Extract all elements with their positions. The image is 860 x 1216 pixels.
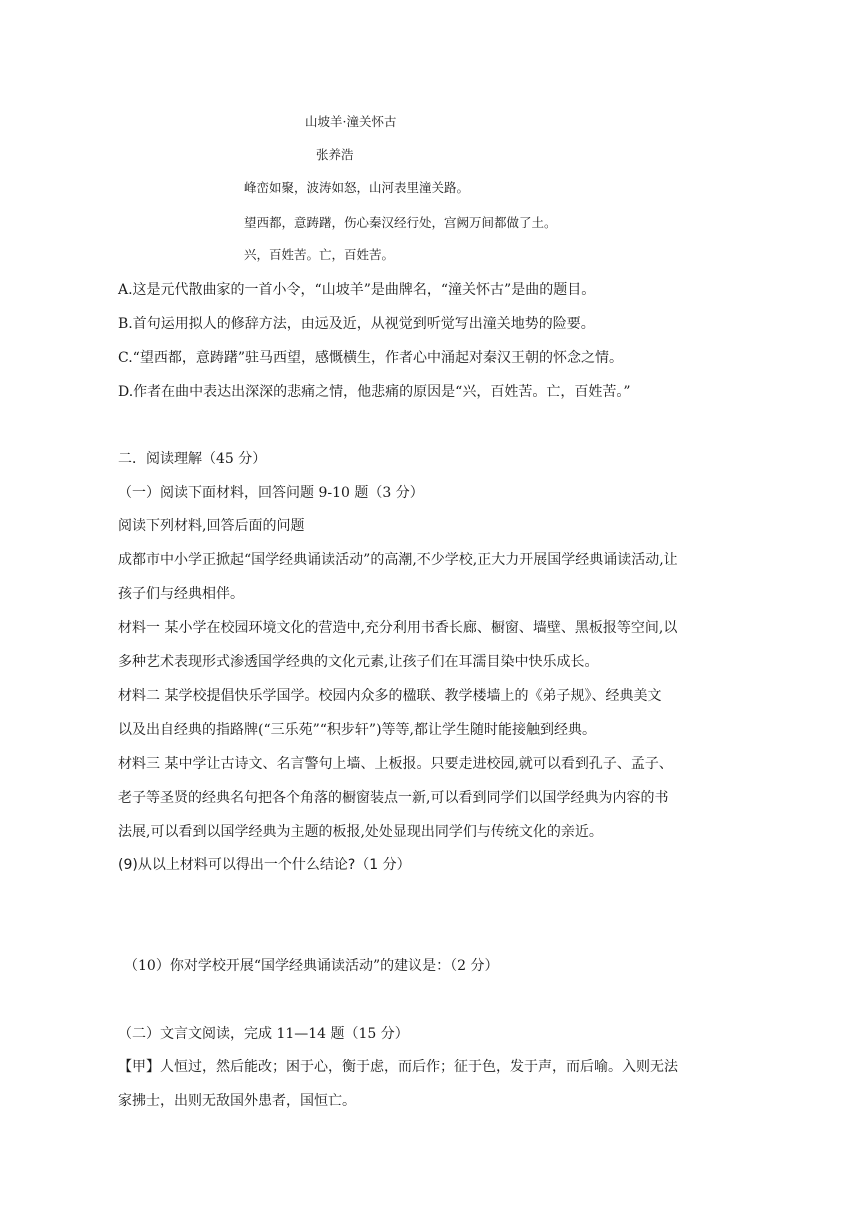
- part1-heading: （一）阅读下面材料，回答问题 9-10 题（3 分）: [118, 485, 424, 501]
- section-heading: 二．阅读理解（45 分）: [118, 451, 267, 467]
- option-a: A.这是元代散曲家的一首小令，“山坡羊”是曲牌名，“潼关怀古”是曲的题目。: [118, 282, 596, 298]
- part2-heading: （二）文言文阅读，完成 11—14 题（15 分）: [118, 1026, 409, 1042]
- material-line: 材料一 某小学在校园环境文化的营造中,充分利用书香长廊、橱窗、墙壁、黑板报等空间,以: [118, 620, 678, 636]
- option-c: C.“望西都，意踌躇”驻马西望，感慨横生，作者心中涌起对秦汉王朝的怀念之情。: [118, 350, 623, 366]
- material-line: 孩子们与经典相伴。: [118, 586, 244, 602]
- material-line: 老子等圣贤的经典名句把各个角落的橱窗装点一新,可以看到同学们以国学经典为内容的书: [118, 790, 669, 806]
- option-b: B.首句运用拟人的修辞方法，由远及近，从视觉到听觉写出潼关地势的险要。: [118, 316, 595, 332]
- poem-author: 张养浩: [316, 147, 354, 162]
- material-line: 以及出自经典的指路牌(“三乐苑”“积步轩”)等等,都让学生随时能接触到经典。: [118, 722, 597, 738]
- poem-line: 峰峦如聚，波涛如怒，山河表里潼关路。: [244, 180, 470, 195]
- question-9: (9)从以上材料可以得出一个什么结论?（1 分）: [118, 857, 411, 873]
- part1-intro: 阅读下列材料,回答后面的问题: [118, 518, 305, 534]
- question-10: （10）你对学校开展“国学经典诵读活动”的建议是：（2 分）: [124, 958, 499, 974]
- poem-title: 山坡羊·潼关怀古: [305, 114, 397, 129]
- material-line: 多种艺术表现形式渗透国学经典的文化元素,让孩子们在耳濡目染中快乐成长。: [118, 654, 599, 670]
- classical-text-line: 家拂士，出则无敌国外患者，国恒亡。: [118, 1093, 356, 1109]
- material-line: 法展,可以看到以国学经典为主题的板报,处处显现出同学们与传统文化的亲近。: [118, 824, 603, 840]
- material-line: 材料三 某中学让古诗文、名言警句上墙、上板报。只要走进校园,就可以看到孔子、孟子、: [118, 756, 673, 772]
- poem-line: 望西都，意踌躇，伤心秦汉经行处，宫阙万间都做了土。: [244, 215, 557, 230]
- poem-line: 兴，百姓苦。亡，百姓苦。: [244, 247, 395, 262]
- material-line: 材料二 某学校提倡快乐学国学。校园内众多的楹联、教学楼墙上的《弟子规》、经典美文: [118, 688, 662, 704]
- classical-text-line: 【甲】人恒过，然后能改；困于心，衡于虑，而后作；征于色，发于声，而后喻。入则无法: [118, 1059, 678, 1075]
- option-d: D.作者在曲中表达出深深的悲痛之情，他悲痛的原因是“兴，百姓苦。亡，百姓苦。”: [118, 384, 631, 400]
- material-line: 成都市中小学正掀起“国学经典诵读活动”的高潮,不少学校,正大力开展国学经典诵读活动,让: [118, 552, 678, 568]
